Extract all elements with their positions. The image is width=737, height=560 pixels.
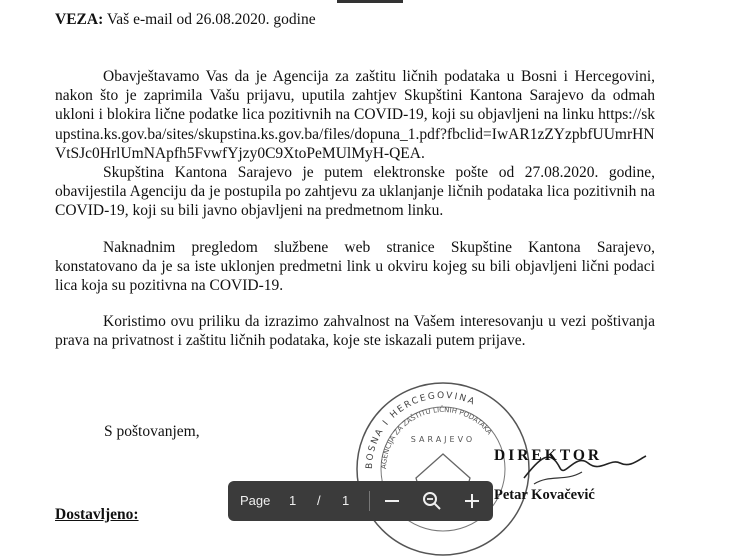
distribution-heading: Dostavljeno: xyxy=(55,506,139,523)
paragraph-2: Skupština Kantona Sarajevo je putem elektronske pošte od 27.08.2020. godine, obavijestila Agenciju da je postupila po zahtjevu za uklanjanje ličnih podataka lica pozitivnih na COVID-19, koji su bili javno objavljeni na predmetnom linku. xyxy=(55,164,655,220)
pdf-viewer-toolbar xyxy=(228,481,493,521)
reference-line xyxy=(55,11,316,29)
official-stamp xyxy=(352,378,534,560)
signatory-title: DIREKTOR xyxy=(494,447,603,464)
fit-zoom-button[interactable] xyxy=(420,489,444,513)
stamp-city-text: SARAJEVO xyxy=(410,435,476,444)
signatory-name: Petar Kovačević xyxy=(494,487,595,503)
zoom-out-button[interactable] xyxy=(380,489,404,513)
closing-salutation: S poštovanjem, xyxy=(104,423,200,440)
page-label: Page xyxy=(240,493,271,508)
plus-icon xyxy=(460,489,484,513)
paragraph-1 xyxy=(55,67,655,163)
stamp-outer-text: BOSNA I HERCEGOVINA xyxy=(364,390,478,470)
document-link: https://skupstina.ks.gov.ba/sites/skupstina.ks.gov.ba/files/dopuna_1.pdf?fbclid=IwAR1zZYzpbfUUmrHNVtSJc0HrlUmNApfh5FvwfYjzy0C9XtoPeMUlMyH-QEA. xyxy=(55,106,656,162)
reference-label: VEZA: xyxy=(55,11,104,28)
paragraph-3: Naknadnim pregledom službene web stranice Skupštine Kantona Sarajevo, konstatovano da je sa iste uklonjen predmetni link u okviru kojeg su bili objavljeni lični podaci lica koja su pozitivna na COVID-19. xyxy=(55,238,655,295)
letter-body xyxy=(55,67,655,368)
minus-icon xyxy=(380,489,404,513)
paragraph-4: Koristimo ovu priliku da izrazimo zahvalnost na Vašem interesovanju u vezi poštivanja prava na privatnost i zaštitu ličnih podataka, koje ste iskazali putem prijave. xyxy=(55,313,655,350)
zoom-icon xyxy=(420,489,444,513)
page-separator: / xyxy=(317,493,321,508)
current-page-input[interactable]: 1 xyxy=(289,493,297,508)
top-edge-mark xyxy=(337,0,403,3)
paragraph-1-text: Obavještavamo Vas da je Agencija za zaštitu ličnih podataka u Bosni i Hercegovini, nakon što je zaprimila Vašu prijavu, uputila zahtjev Skupštini Kantona Sarajevo da odmah ukloni i blokira lične podatke lica pozitivnih na COVID-19, koji su objavljeni na linku xyxy=(55,68,655,124)
reference-text: Vaš e-mail od 26.08.2020. godine xyxy=(103,11,316,28)
stamp-inner-text: AGENCIJA ZA ZAŠTITU LIČNIH PODATAKA xyxy=(379,405,494,470)
total-pages: 1 xyxy=(342,493,350,508)
zoom-in-button[interactable] xyxy=(460,489,484,513)
toolbar-divider xyxy=(369,491,370,511)
